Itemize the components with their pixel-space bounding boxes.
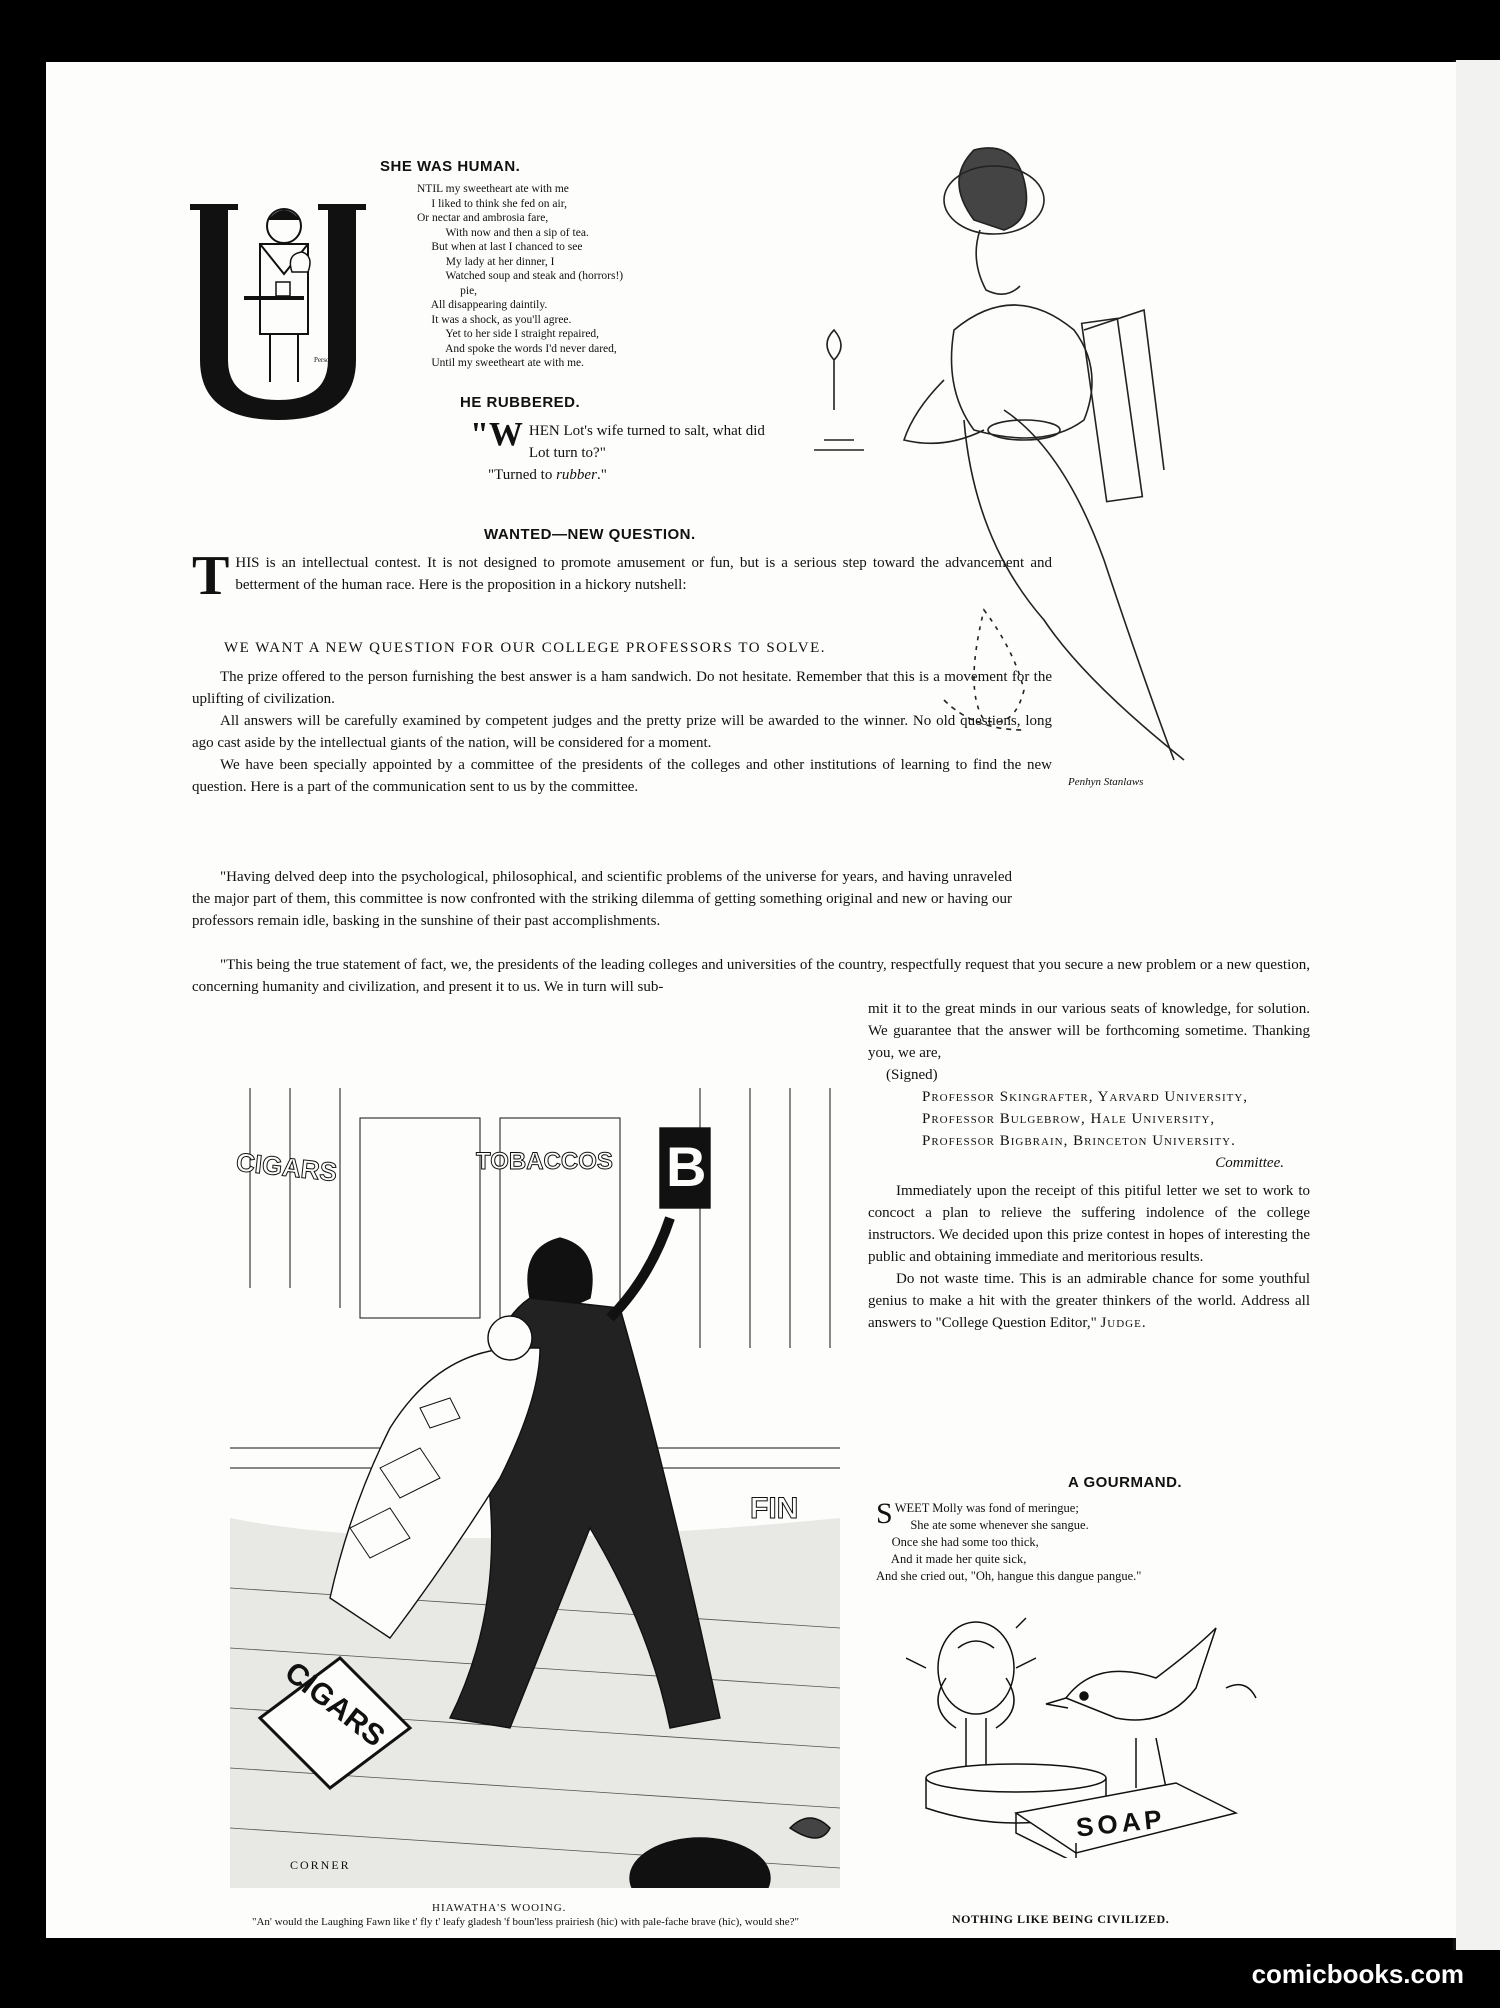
joke-question: HEN Lot's wife turned to salt, what did Lot turn to?"	[528, 423, 765, 461]
article-paragraph: "This being the true statement of fact, we, the presidents of the leading colleges and universities of the country, respectfully request that you secure a new problem or a new question, concerning humanity and civilization, and present it to us. We in turn will sub-	[192, 957, 1310, 995]
cartoon-caption-title: HIAWATHA'S WOOING.	[432, 1902, 567, 1914]
artist-signature-lady: Penhyn Stanlaws	[1068, 776, 1144, 788]
waiter-dropcap-illustration	[184, 186, 384, 426]
joke-dropcap: "W	[470, 416, 523, 453]
article-dropcap: T	[192, 545, 230, 607]
article-intro-text: HIS is an intellectual contest. It is not designed to promote amusement or fun, but is a serious step toward the advancement and betterment of the human race. Here is the proposition in a hickory nutshell:	[235, 555, 1052, 593]
signed-label: (Signed)	[886, 1067, 938, 1083]
judge-name: Judge	[1100, 1315, 1142, 1331]
limerick-gourmand	[876, 1497, 1142, 1585]
adjacent-page-edge	[1453, 60, 1500, 1950]
article-intro	[192, 545, 1052, 607]
cartoon-caption: "An' would the Laughing Fawn like t' fly t' leafy gladesh 'f boun'less prairiesh (hic) with pale-fache brave (hic), would she?"	[252, 1916, 800, 1928]
signature-line: Professor Bigbrain, Brinceton University.	[922, 1133, 1236, 1149]
article-paragraph: "Having delved deep into the psychological, philosophical, and scientific problems of the universe for years, and having unraveled the major part of them, this committee is now confronted with the striking dilemma of getting something original and new or having our professors remain idle, basking in the sunshine of their past accomplishments.	[192, 869, 1012, 929]
signature-line: Professor Skingrafter, Yarvard University,	[922, 1089, 1249, 1105]
cartoon-caption-right: NOTHING LIKE BEING CIVILIZED.	[952, 1912, 1170, 1926]
article-right-column	[868, 998, 1310, 1334]
article-paragraph	[868, 1268, 1310, 1334]
closing-text: Do not waste time. This is an admirable chance for some youthful genius to make a hit with the greater thinkers of the world. Address all answers to "College Question Editor,"	[868, 1271, 1310, 1331]
joke-answer-emphasis: rubber	[556, 467, 597, 483]
sign-b: B	[666, 1135, 707, 1198]
limerick-text: WEET Molly was fond of meringue; She ate some whenever she sangue. Once she had some too thick, And it made her quite sick, And she cried out, "Oh, hangue this dangue pangue."	[876, 1501, 1142, 1583]
sign-fin: FIN	[750, 1492, 799, 1525]
magazine-page	[46, 62, 1456, 1938]
joke-title: HE RUBBERED.	[460, 394, 581, 411]
site-watermark: comicbooks.com	[1251, 1959, 1464, 1989]
committee-label: Committee.	[1215, 1155, 1284, 1171]
signature-line: Professor Bulgebrow, Hale University,	[922, 1111, 1216, 1127]
poem-title: SHE WAS HUMAN.	[380, 158, 521, 175]
article-headline: WE WANT A NEW QUESTION FOR OUR COLLEGE PROFESSORS TO SOLVE.	[224, 640, 827, 656]
poem-she-was-human: NTIL my sweetheart ate with me I liked to think she fed on air, Or nectar and ambrosia fare, With now and then a sip of tea. But when at last I chanced to see My lady at her dinner, I Watched soup and steak and (horrors!) pie, All disappearing daintily. It was a shock, as you'll agree. Yet to her side I straight repaired, And spoke the words I'd never dared, Until my sweetheart ate with me.	[417, 183, 624, 369]
closing-period: .	[1141, 1315, 1146, 1331]
article-paragraph: The prize offered to the person furnishing the best answer is a ham sandwich. Do not hesitate. Remember that this is a movement for the uplifting of civilization.	[192, 669, 1052, 707]
joke-answer-end: ."	[596, 467, 607, 483]
artist-signature: Persoon	[314, 356, 337, 364]
limerick-title: A GOURMAND.	[1068, 1474, 1183, 1491]
article-paragraph: Immediately upon the receipt of this pitiful letter we set to work to concoct a plan to relieve the suffering indolence of the college instructors. We decided upon this prize contest in hopes of interesting the public and obtaining immediate and meritorious results.	[868, 1183, 1310, 1265]
sign-cigars: CIGARS	[234, 1146, 339, 1188]
article-body-top	[192, 666, 1052, 798]
article-paragraph: mit it to the great minds in our various seats of knowledge, for solution. We guarantee that the answer will be forthcoming sometime. Thanking you, we are,	[868, 1001, 1310, 1061]
article-title: WANTED—NEW QUESTION.	[484, 526, 696, 543]
limerick-dropcap: S	[876, 1497, 893, 1530]
article-paragraph: All answers will be carefully examined by competent judges and the pretty prize will be awarded to the winner. No old questions, long ago cast aside by the intellectual giants of the nation, will be considered for a moment.	[192, 713, 1052, 751]
cigar-box-label: CIGARS	[278, 1655, 391, 1754]
cartoon-artist-signature: CORNER	[290, 1858, 351, 1872]
joke-answer	[470, 467, 607, 483]
hiawatha-cartoon	[230, 1088, 840, 1888]
joke-he-rubbered	[470, 416, 772, 486]
joke-answer-text: "Turned to	[488, 467, 557, 483]
committee-letter-part2	[192, 954, 1310, 998]
soap-label: SOAP	[1074, 1803, 1167, 1843]
birds-soap-cartoon	[906, 1608, 1266, 1858]
committee-letter-part1	[192, 866, 1012, 932]
sign-tobaccos: TOBACCOS	[476, 1148, 613, 1175]
article-paragraph: We have been specially appointed by a committee of the presidents of the colleges and other institutions of learning to find the new question. Here is a part of the communication sent to us by the committee.	[192, 757, 1052, 795]
